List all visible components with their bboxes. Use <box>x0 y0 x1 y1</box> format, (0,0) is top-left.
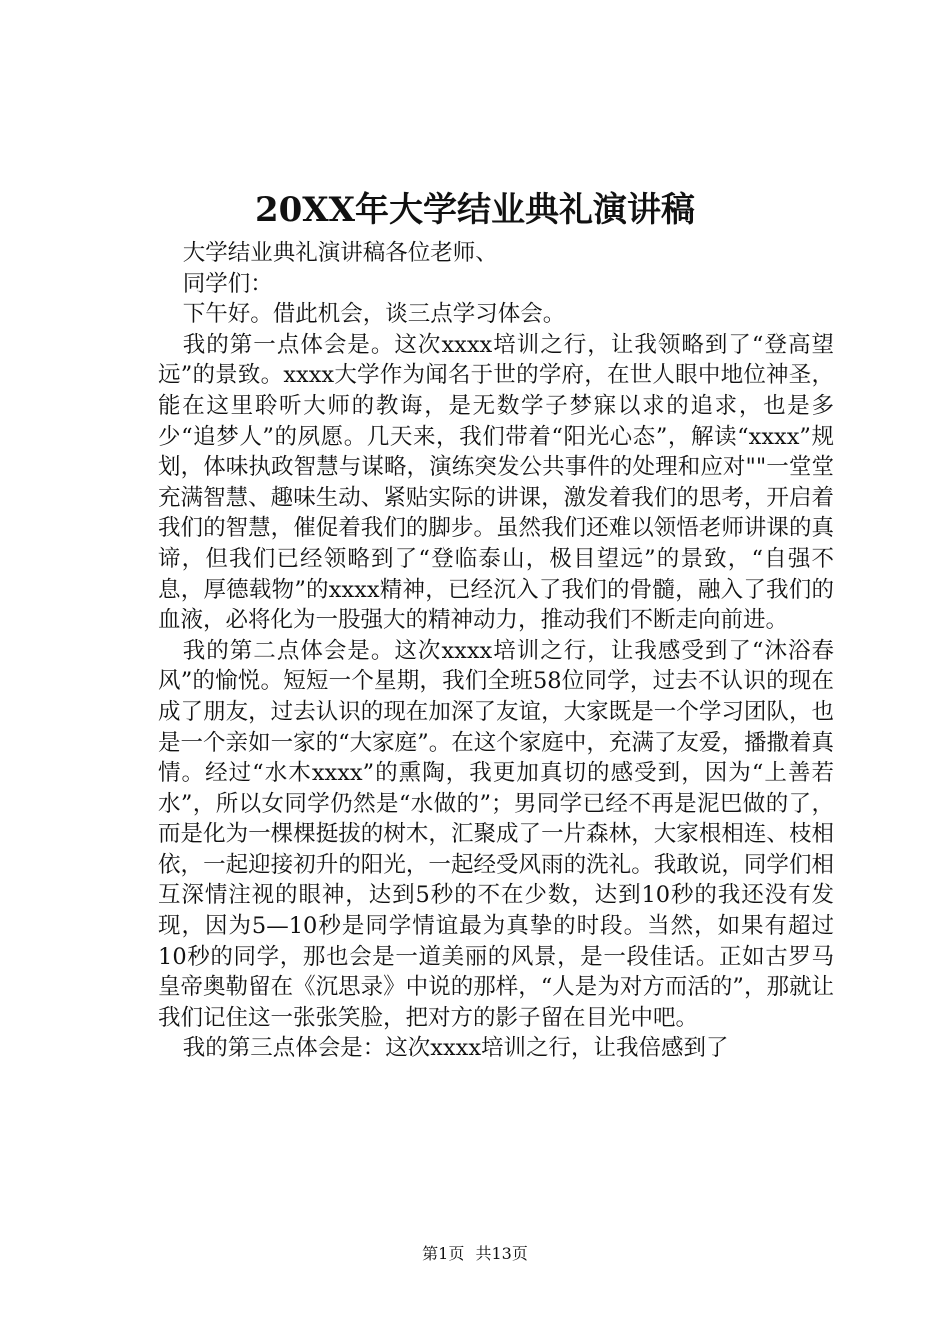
page-total: 共13页 <box>475 1244 528 1263</box>
greeting-paragraph: 下午好。借此机会，谈三点学习体会。 <box>182 301 566 328</box>
salutation-line-2: 同学们： <box>182 270 273 297</box>
document-title: 20XX年大学结业典礼演讲稿 <box>254 190 696 230</box>
body-paragraph-third-point: 我的第三点体会是：这次xxxx培训之行，让我倍感到了 <box>182 1035 729 1062</box>
document-body <box>158 238 834 1064</box>
page-number: 第1页 <box>422 1244 465 1263</box>
body-paragraph-first-point: 我的第一点体会是。这次xxxx培训之行，让我领略到了“登高望远”的景致。xxxx大学作为闻名于世的学府，在世人眼中地位神圣，能在这里聆听大师的教诲，是无数学子梦寐以求的追求，也是多少“追梦人”的夙愿。几天来，我们带着“阳光心态”，解读“xxxx”规划，体味执政智慧与谋略，演练突发公共事件的处理和应对""一堂堂充满智慧、趣味生动、紧贴实际的讲课，激发着我们的思考，开启着我们的智慧，催促着我们的脚步。虽然我们还难以领悟老师讲课的真谛，但我们已经领略到了“登临泰山，极目望远”的景致，“自强不息，厚德载物”的xxxx精神，已经沉入了我们的骨髓，融入了我们的血液，必将化为一股强大的精神动力，推动我们不断走向前进。 <box>158 331 834 634</box>
page-footer <box>0 1243 950 1265</box>
salutation-line-1: 大学结业典礼演讲稿各位老师、 <box>182 240 498 266</box>
body-paragraph-second-point: 我的第二点体会是。这次xxxx培训之行，让我感受到了“沐浴春风”的愉悦。短短一个星期，我们全班58位同学，过去不认识的现在成了朋友，过去认识的现在加深了友谊，大家既是一个学习团队，也是一个亲如一家的“大家庭”。在这个家庭中，充满了友爱，播撒着真情。经过“水木xxxx”的熏陶，我更加真切的感受到，因为“上善若水”，所以女同学仍然是“水做的”；男同学已经不再是泥巴做的了，而是化为一棵棵挺拔的树木，汇聚成了一片森林，大家根相连、枝相依，一起迎接初升的阳光，一起经受风雨的洗礼。我敢说，同学们相互深情注视的眼神，达到5秒的不在少数，达到10秒的我还没有发现，因为5—10秒是同学情谊最为真挚的时段。当然，如果有超过10秒的同学，那也会是一道美丽的风景，是一段佳话。正如古罗马皇帝奥勒留在《沉思录》中说的那样，“人是为对方而活的”，那就让我们记住这一张张笑脸，把对方的影子留在目光中吧。 <box>158 637 834 1031</box>
